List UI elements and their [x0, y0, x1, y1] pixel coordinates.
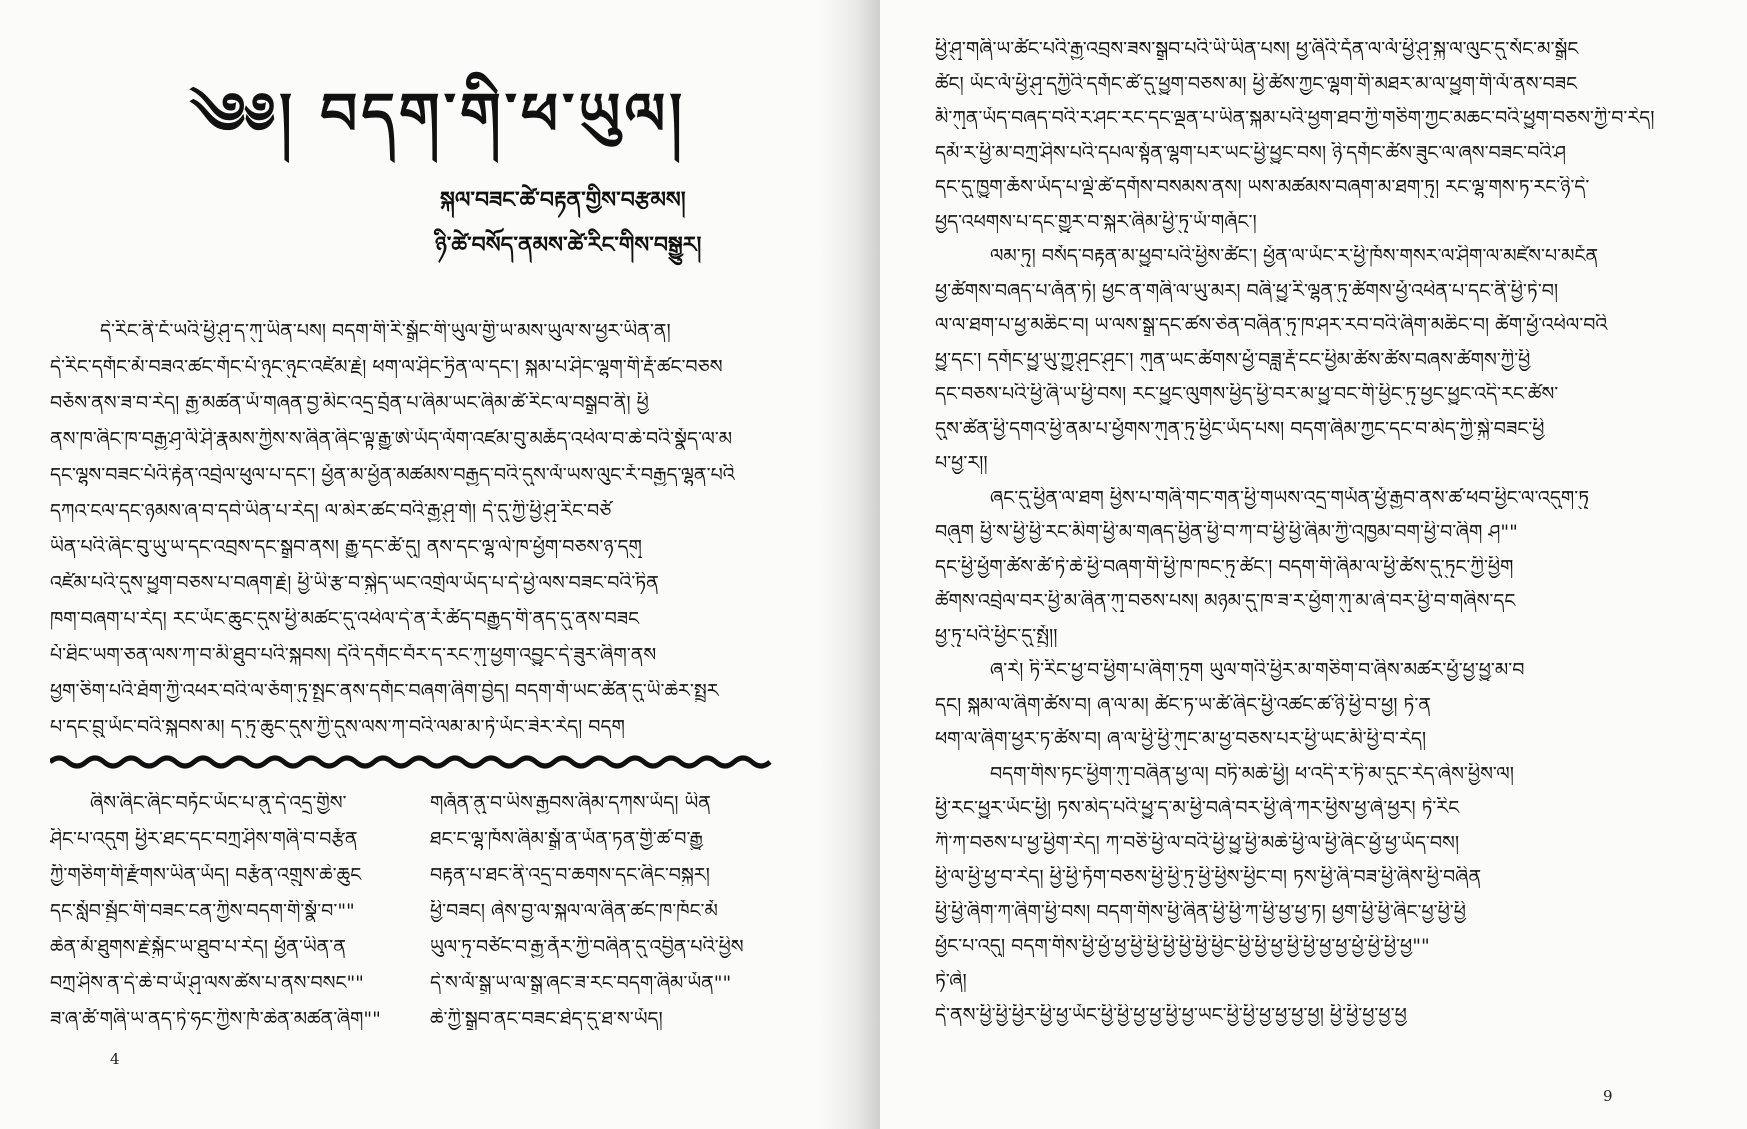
column-line: ཀྱི་གཅིག་གི་རྫོགས་ཡིན་ཡོད། བརྩོན་འགྲུས་ཆེ་ཆུང [50, 864, 362, 886]
column-line: ཞིས་ཞིང་ཞིང་བཏོང་ཡོང་པ་ནུ་དེ་འདྲ་གྱིས་ [90, 792, 347, 814]
column-line: ཡུལ་ཏུ་བཙོང་བ་རྒྱ་ནོར་ཀྱི་བཞིན་དུ་འབྱིན་པའི་ཕྱིས [430, 936, 744, 958]
body-line: བཅོས་ནས་ཟ་བ་རེད། རྒྱ་མཚན་ཡོ་གཞན་བྱ་མིང་འདྲ་བྲོན་པ་ཞིམ་ཡང་ཞིམ་ཚེ་རིང་ལ་བསྒྲུབ་ནི། ཕྱི [50, 392, 649, 414]
body-line: ཞ་རེ། ཏི་རིང་ཕྱ་བ་ཕྱིག་པ་ཞིག་ཏུག ཡུལ་གའི་ཕྱིར་མ་གཅིག་བ་ཞིས་མཚར་ཕྱོ་ཕྱ་ཕྱུ་མ་བ [990, 659, 1525, 681]
body-line: ཕྱི་རང་ཕྱུར་ཡོང་ཕྱི། ཏས་མེད་པའི་ཕྱུ་ད་མ་ཕྱི་བཞེ་བར་ཕྱི་ཞེ་ཀར་ཕྱིས་ཕྱ་ཞེ་ཕྱར། ཏེ་རིང [935, 797, 1460, 819]
body-line: དཀའ་ངལ་དང་ཉམས་ཞ་བ་དབེ་ཡིན་པ་རེད། ལ་མེར་ཚང་བའི་རྒྱ་ཤུ་གེ། དེ་དུ་ཀྱི་ཕྱི་ཤུ་རིང་བཙོ [50, 500, 612, 522]
translator-line: ཉི་ཚེ་བསོད་ནམས་ཚེ་རིང་གིས་བསྒྱུར། [435, 232, 702, 258]
body-line: ཕྱ་ཚོགས་བཞད་པ་ཞོན་ཏེ། ཕྱང་ན་གཞི་ལ་ཡུ་མར། བཞི་ཕྱུ་རི་ལྷན་ཏུ་ཚོགས་ཕྱོ་འཕེན་པ་དང་ནི་ཕྱི་ཏེ་བ། [935, 279, 1559, 302]
body-line: ཀི་ཀ་བཅས་པ་ཕྱ་ཕྱིག་རེད། ཀ་བཅི་ཕྱི་ལ་བའི་ཕྱི་ཕྱུ་ཕྱི་མཆེ་ཕྱི་ལ་ཕྱི་ཞིང་ཕྱོ་ཕྱ་ཡོད་བས། [935, 831, 1460, 854]
body-line: ཕྱག་ཅིག་པའི་ཐོག་ཀྱི་འཕར་བའི་ལ་ཅོག་ཏུ་སྤྲང་ནས་དགོང་བཞག་ཞིག་བྱེད། བདག་གོ་ཡང་ཚོན་དུ་ཡི་ཆེར་སྤྲུར [50, 680, 719, 702]
body-line: འཛོམ་པའི་དུས་ཕྱུག་བཅས་པ་བཞག་རྗེ། ཕྱི་ཡི་རྩ་བ་སྐྱེད་ཡང་འགྲེལ་ཡོད་པ་དེ་ཕྱེ་ལས་བཟང་བའི་ཏིན [50, 572, 659, 594]
body-line: དང་ལྷས་བཟང་པོའི་རྟེན་འབྲེལ་ཕུལ་པ་དང་། ཕྱོན་མ་ཕྱོན་མཚམས་བརྒྱད་བའི་དུས་ལོ་ཡས་ལུང་རོ་བརྒྱད་ལྷན་པའི [50, 464, 735, 486]
body-line: ཕྱོང་པ་འདུ། བདག་གིས་ཕྱི་ཕྱོ་ཕྱ་ཕྱི་ཕྱི་ཕྱི་ཕྱི་ཕྱི་ཕྱིང་ཕྱི་ཕྱི་ཕྱ་ཕྱི་ཕྱི་ཕྱ་ཕྱ་ཕྱོ་ཕྱི་ཕྱི་ཕྱ"" [935, 935, 1430, 957]
body-line: ཕྱི་ཕྱི་ཞིག་ཀ་ཞིག་ཕྱི་བས། བདག་གིས་ཕྱི་ཞིན་ཕྱི་ཕྱི་ཀ་ཕྱི་ཕྱ་ཕྱ་ཏ། ཕྱག་ཕྱི་ཕྱི་ཞིང་ཕྱ་ཕྱི་ཕྱི [935, 900, 1466, 923]
body-line: ཞང་དུ་ཕྱིན་ལ་ཐག ཕྱིས་པ་གཞི་གང་གན་ཕྱི་གཡས་འདྲ་གཡོན་ཕྱོ་རྒྱབ་ནས་ཚ་ཕབ་ཕྱིང་ལ་འདུག་ཏུ [990, 486, 1589, 509]
body-line: མི་ཀུན་ཡོད་བཞད་བའི་ར་ཤང་རང་དང་ལྡན་པ་ཡིན་སྐམ་པའི་ཕྱག་ཐབ་ཀྱི་གཅིག་ཀྱང་མཆང་བའི་ཕྱུག་བཅས་ཀྱི་བ་རེད། [935, 107, 1655, 129]
body-line: དང་བཅས་པའི་ཕྱི་ཞི་ཡ་ཕྱི་བས། རང་ཕྱུང་ལུགས་ཕྱིད་ཕྱི་བར་མ་ཕྱུ་བང་གི་ཕྱིང་ཏུ་ཕྱང་ཕྱུང་འདི་རང་ཚོས་ [935, 383, 1559, 405]
column-line: དང་སློབ་སྦྱོང་གི་བཟང་ངན་ཀྱིས་བདག་གི་སྣྲོ་བ་"" [50, 900, 355, 922]
column-line: བརྟན་པ་ཐང་ནི་འདྲ་བ་ཆགས་དང་ཞིང་བསྐྱར། [430, 864, 710, 886]
page-number-left: 4 [110, 1050, 120, 1068]
body-line: དང། སྐམ་ལ་ཞིག་ཚོས་བ། ཞ་ལ་མ། ཚོང་ཏ་ཡ་ཚོ་ཞིང་ཕྱི་འཚང་ཚ་ཉི་ཕྱི་བ་ཕྱ། ཏེ་ན [935, 693, 1431, 716]
body-line: ཕག་ལ་ཞིག་ཕྱར་ཏ་ཚོས་བ། ཞ་ལ་ཕྱི་ཕྱི་ཀུང་མ་ཕྱ་བཅས་པར་ཕྱི་ཡང་མི་ཕྱི་བ་རེད། [935, 728, 1427, 750]
column-line: བཀྲ་ཤིས་ན་དེ་ཆེ་བ་ཡོ་ཤུ་ལས་ཚེས་པ་ནས་བསང"" [50, 972, 364, 994]
body-line: པ་དང་བྲུ་ཡོང་བའི་སྐབས་མ། ད་ཏུ་ཆུང་དུས་ཀྱི་དུས་ལས་ཀ་བའི་ལམ་མ་ཏེ་ཡོང་ཟེར་རེད། བདག [50, 716, 625, 738]
body-line: དང་ཕྱི་ཕྱོག་ཚོས་ཚོ་ཏེ་ཆེ་ཕྱི་བཞག་གི་ཕྱི་ཁ་ཁང་ཏུ་ཚོང་། བདག་གི་ཞིམ་ལ་ཕྱི་ཚོས་དུ་ཏུང་ཀྱི་ཕྱིག [935, 555, 1514, 578]
body-line: དེ་རིང་ནི་ངོ་ཡའི་ཕྱི་ཤུ་ད་ཀུ་ཡིན་པས། བདག་གི་རི་སྒྲོང་གི་ཡུལ་གྱི་ཡ་མས་ཡུལ་ས་ཕྱར་ཡིན་ན། [100, 320, 671, 342]
column-line: ཤིང་པ་འདུག ཕྱིར་ཐང་དང་བཀྲ་ཤིས་གཞི་བ་བརྩོན [50, 828, 358, 850]
body-line: ཕྱི་ཤུ་གཞི་ཡ་ཚོང་པའི་རྒྱ་འབྲས་ཟས་སྒྲུབ་པའི་ཡི་ཡིན་པས། ཕྱ་ཞིའི་དོན་ལ་ལོ་ཕྱི་ཤུ་སྐྱ་ལ་ལུང་དུ་སོང་མ་སྒྲོང [935, 38, 1579, 60]
body-line: པ་ཕྱ་ར།། [935, 452, 988, 474]
author-line: སྐལ་བཟང་ཚེ་བརྟན་གྱིས་བརྩམས། [440, 187, 686, 213]
column-line: ཕྱི་བཟང། ཞེས་བྱ་ལ་སྐལ་ལ་ཞིན་ཚང་ཁ་ཁོང་མོ [430, 900, 718, 922]
body-line: ཚོགས་འབྲེལ་བར་ཕྱི་མ་ཞིན་ཀུ་བཅས་པས། མཉམ་དུ་ཁ་ཟ་ར་ཕྱོག་ཀུ་མ་ཞེ་བར་ཕྱི་བ་གཞིས་དང [935, 590, 1516, 612]
column-line: ཆེ་ཀྱི་སྒྲུབ་ནང་བཟང་ཐེད་དུ་ཐ་ས་ཡོད། [430, 1008, 663, 1030]
body-line: དམོ་ར་ཕྱི་མ་བཀྲ་ཤིས་པའི་དཔལ་སྟོན་ལྷག་པར་ཡང་ཕྱི་ཕྱུང་བས། ཉི་དགོང་ཚོས་ཟུང་ལ་ཞས་བཟང་བའི་ཤ [935, 141, 1566, 164]
body-line: ཕྱུ་དང་། དགོང་ཕྱུ་ཡུ་ཀྱུ་ཤུང་ཤུང་། ཀུན་ཡང་ཚོགས་ཕྱོ་བཟླ་རྡོ་ངང་ཕྱིམ་ཚོས་ཚོས་བཞས་ཚོགས་ཀྱི་ཕྱི [935, 348, 1531, 371]
body-line: ཚོང། ཡོང་ལོ་ཕྱི་ཤུ་དཀྱིའི་དགོང་ཚེ་དུ་ཕྱུག་བཅས་མ། ཕྱི་ཚོས་ཀྱང་ལྷག་གི་མཐར་མ་ལ་ཕྱུག་གི་ལོ་ནས་བཟང [935, 72, 1578, 95]
page-number-right: 9 [1603, 1087, 1613, 1105]
right-page [880, 0, 1747, 1129]
body-line: ལ་ལ་ཐག་པ་ཕྱ་མཆིང་བ། ཡ་ལས་སྒྲུ་དང་ཚས་ཅེན་བཞིན་ཏུ་ཁ་ཤར་རབ་བའི་ཞིག་མཆིང་བ། ཚོག་ཕྱོ་འཕེལ་བའི [935, 314, 1608, 336]
body-line: ཕྱད་འཕགས་པ་དང་གྱུར་བ་སྐར་ཞིམ་ཕྱི་ཏུ་ཡོ་གཞོང་། [935, 210, 1257, 233]
body-line: བཞུག ཕྱི་ས་ཕྱི་ཕྱི་རང་མིག་ཕྱི་མ་གཞད་ཕྱིན་ཕྱི་བ་ཀ་བ་ཕྱི་ཕྱི་ཞིམ་ཀྱི་འཁྱམ་བག་ཕྱི་བ་ཞིག ཤ"" [935, 521, 1518, 543]
body-line: བདག་གིས་ཏང་ཕྱིག་ཀུ་བཞིན་ཕྱ་ལ། བཏི་མཆེ་ཕྱི། ཕ་འདི་ར་ཏི་མ་དུང་རེད་ཞེས་ཕྱིས་ལ། [990, 762, 1514, 785]
body-line: ཏེ་ཞེ། [935, 969, 967, 992]
body-line: ལམ་ཏུ། བསོད་བརྟན་མ་ཕྱུབ་པའི་ཕྱིས་ཚོང་། ཕྱོན་ལ་ཡོང་ར་ཕྱི་ཁོས་གསར་ལ་ཤིག་ལ་མཛེས་པ་མངོན [990, 245, 1599, 267]
column-line: དེ་ས་ལོ་སྒྲ་ཡ་ལ་སྒྲ་ཞང་ཟ་རང་བདག་ཞིམ་ཡོན"" [430, 972, 732, 994]
chapter-title: ༄༅། བདག་གི་ཕ་ཡུལ། [190, 80, 687, 148]
body-line: ཡིན་པའི་ཞིང་བུ་ཡུ་ཡ་དང་འབྲས་དང་སྒྲུབ་ནས། རྒྱུ་དང་ཚོ་དུ། ནས་དང་ལྷ་ལེ་ཁ་ཕྱོག་བཅས་ཉ་དགུ [50, 536, 642, 558]
body-line: ཕྱི་ལ་ཕྱི་ཕྱ་བ་རེད། ཕྱི་ཕྱི་ཏོག་བཅས་ཕྱི་ཕྱི་ཏུ་ཕྱི་ཕྱིས་ཕྱིང་བ། ཏས་ཕྱི་ཞི་བཟ་ཕྱི་ཞིས་ཕྱི་བཞིན [935, 866, 1482, 888]
column-line: ཆེན་མོ་ཐུགས་རྗེ་སྐྱོང་ཡ་ཐུབ་པ་རེད། ཕྱོན་ཡིན་ན [50, 936, 346, 958]
column-line: ཟ་ཞ་ཚོ་གཞི་ཡ་ནད་ཏེ་ཧང་ཀྱིས་ཁོ་ཆེན་མཚན་ཞིག"" [50, 1008, 381, 1030]
body-line: དང་དུ་ཁྱུག་ཆོས་ཡོད་པ་ལྡེ་ཚེ་དགོས་བསམས་ནས། ཡས་མཚམས་བཞག་མ་ཐག་ཏུ། རང་ལྷ་གས་ཏ་རང་ཉི་དེ་ [935, 176, 1590, 198]
body-line: དུས་ཚེན་ཕྱི་དགའ་ཕྱི་ནམ་པ་ཕྱོགས་ཀུན་ཏུ་ཕྱིང་ཡོད་པས། བདག་ཞིམ་ཀྱང་དང་བ་མེད་ཀྱི་སྐྱེ་བཟང་ཕྱི [935, 417, 1545, 440]
column-line: གཞོན་ནུ་བ་ཡིས་རྒྱབས་ཞིམ་དཀས་ཡོད། ཡིན [430, 792, 711, 814]
body-line: པོ་ཐིང་ཡག་ཅན་ལས་ཀ་བ་མི་ཐུབ་པའི་སྐབས། དེའི་དགོང་བོར་ད་རང་ཀུ་ཕྱག་འབྱུང་དེ་ཟུར་ཞིག་ནས [50, 644, 657, 666]
body-line: དེ་ནས་ཕྱི་ཕྱི་ཕྱིར་ཕྱི་ཕྱ་ཡོང་ཕྱི་ཕྱི་ཕྱ་ཕྱ་ཕྱི་ཕྱ་ཡང་ཕྱི་ཕྱི་ཕྱ་ཕྱ་ཕྱ་ཕྱ། ཕྱི་ཕྱི་ཕྱ་ཕྱ་ཕྱ [935, 1004, 1407, 1026]
column-line: ཐང་ང་ལྷ་ཁོས་ཞིམ་སྒྲོ་ན་ཡོན་ཏན་གྱི་ཚ་བ་རྒྱུ [430, 828, 703, 850]
wavy-divider [50, 752, 780, 772]
body-line: དེ་རིང་དགོང་མོ་བཟའ་ཚང་གོང་པོ་ཉུང་ཉུང་འཛོམ་རྗེ། ཕག་ལ་ཤིང་ཏྲིན་ལ་དང་། སྐམ་པ་ཤིང་ལྷག་གི་རྡོ་ཚང་བཅས [50, 356, 723, 378]
body-line: ཕྱ་ཏུ་པའི་ཕྱིང་དུ་སྤྱོ།། [935, 624, 1058, 647]
body-line: ནས་ཁ་ཞིང་ཁ་བརྒྱ་ཤྭ་ལི་ཤི་རྣམས་ཀྱིས་ས་ཞིན་ཞིང་ལྟ་རྒྱུ་ཨེ་ཡོད་ལོག་འཛམ་བུ་མཆོད་འཕེལ་བ་ཆེ་བའི་སྣོད་ལ་མ [50, 428, 733, 450]
body-line: ཁག་བཞག་པ་རེད། རང་ཡོང་ཆུང་དུས་ཕྱི་མཚང་དུ་འཕེལ་དེ་ན་རོ་ཚོད་བརྒྱུད་གི་ནད་དུ་ནས་བཟང [50, 608, 640, 630]
left-page [0, 0, 860, 1129]
